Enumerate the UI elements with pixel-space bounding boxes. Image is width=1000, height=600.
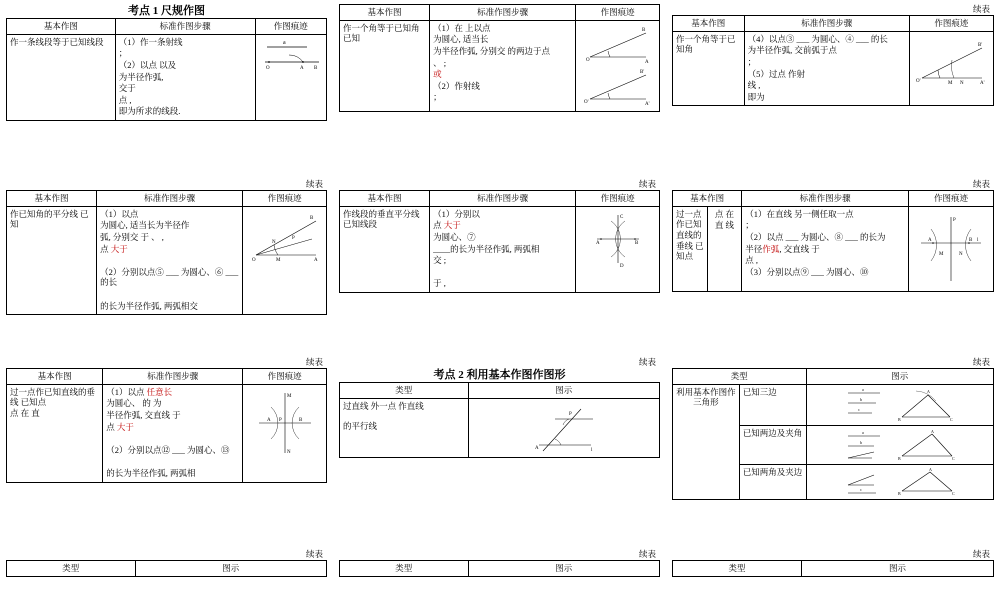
step-line: 交于 [118, 83, 136, 94]
step-line [433, 267, 572, 278]
svg-text:B: B [969, 237, 973, 243]
basic-cell [340, 206, 430, 292]
figure-cell [806, 384, 993, 425]
svg-text:O': O' [916, 78, 921, 84]
slide-4-table [6, 190, 327, 315]
step-line: 点 大于 [433, 220, 461, 231]
svg-text:a: a [861, 429, 864, 435]
table-row [673, 206, 994, 291]
slide-12 [666, 525, 1000, 600]
svg-text:B: B [897, 416, 901, 422]
svg-text:B: B [897, 455, 901, 461]
table-row [340, 20, 660, 111]
header-steps: 标准作图步骤 [115, 19, 255, 35]
steps-cell [744, 31, 909, 106]
step-line: 于 , [433, 278, 446, 289]
continued-label: 续表 [305, 549, 323, 559]
highlight-text: 大于 [110, 243, 128, 254]
header-basic: 基本作图 [7, 19, 116, 35]
steps-cell [430, 206, 576, 292]
step-line: （1）分别以 [433, 208, 480, 219]
step-line: 、 ; [433, 57, 447, 68]
svg-text:C: C [619, 214, 623, 220]
continued-label: 续表 [972, 4, 990, 14]
step-line: （1）在 上以点 [433, 22, 491, 33]
step-line: 的长为半径作弧, 两弧相交 [100, 300, 198, 311]
segment-construction-figure [259, 37, 323, 71]
step-line: 交 ; [433, 255, 447, 266]
highlight-text: 大于 [443, 220, 461, 231]
slide-9-table [672, 368, 994, 500]
svg-text:C: C [949, 416, 953, 422]
steps-cell [430, 20, 576, 111]
angle-copy-figure [582, 23, 654, 109]
trace-cell [243, 206, 327, 315]
continued-label: 续表 [638, 549, 656, 559]
svg-text:M: M [948, 80, 953, 86]
step-line: （2）以点 ___ 为圆心、⑧ ___ 的长为 [745, 231, 886, 242]
step-line: （5）过点 作射 [747, 68, 805, 79]
steps-cell [742, 206, 909, 291]
header-trace: 作图痕迹 [243, 369, 327, 385]
step-line [106, 456, 239, 467]
step-line: 为半径作弧, 交前弧于点 [747, 45, 837, 56]
svg-text:N: N [959, 251, 963, 257]
header-trace: 作图痕迹 [255, 19, 326, 35]
slide-9 [666, 353, 1000, 525]
svg-text:a: a [861, 386, 864, 392]
slide-7 [0, 353, 333, 525]
step-line [100, 255, 239, 266]
slide-11 [333, 525, 666, 600]
step-line: （2）分别以点⑫ ___ 为圆心、⑬ [106, 444, 230, 455]
steps-cell [103, 384, 243, 482]
slide-7-table [6, 368, 327, 483]
trace-cell [255, 34, 326, 120]
basic-text: 作一个角等于已知角 已知 [343, 22, 420, 44]
slide-3 [666, 0, 1000, 175]
trace-cell [576, 206, 660, 292]
header-type: 类型 [340, 383, 469, 399]
type-cell [739, 425, 806, 464]
slide-6 [666, 175, 1000, 353]
svg-text:B': B' [639, 69, 644, 75]
slide-3-table [672, 15, 994, 106]
type-cell [739, 464, 806, 499]
slide-8-title: 考点 2 利用基本作图作图形 [433, 369, 566, 381]
parallel-line-figure [529, 401, 599, 455]
type-text-2: 的平行线 [343, 421, 378, 432]
header-type: 类型 [673, 369, 807, 385]
slide-2-table [339, 4, 660, 112]
svg-text:N: N [286, 449, 291, 455]
perpendicular-bisector-figure [589, 209, 647, 269]
header-type: 类型 [340, 561, 469, 577]
basic-cell [7, 34, 116, 120]
svg-text:P: P [953, 217, 956, 223]
step-line: 弧, 分别交 于 、 , [100, 231, 164, 242]
slide-12-table [672, 560, 994, 577]
svg-text:P: P [568, 411, 572, 417]
step-line: 即为所求的线段. [118, 106, 181, 117]
svg-text:A: A [930, 428, 934, 434]
trace-cell [909, 31, 993, 106]
type-text: 已知两角及夹边 [742, 466, 803, 477]
step-line: 为圆心, 适当长为半径作 [100, 220, 190, 231]
type-cell [340, 398, 469, 457]
svg-text:A: A [928, 237, 932, 243]
svg-text:a: a [282, 39, 286, 46]
header-steps: 标准作图步骤 [103, 369, 243, 385]
table-row [673, 384, 994, 425]
svg-text:D: D [619, 263, 624, 269]
type-text: 已知三边 [742, 386, 777, 397]
left-label-text: 利用基本作图作三角形 [676, 386, 736, 408]
basic-cell [340, 20, 430, 111]
continued-label: 续表 [638, 357, 656, 367]
basic-text: 作线段的垂直平分线 已知线段 [343, 208, 420, 230]
svg-text:B: B [298, 417, 302, 423]
svg-text:A: A [299, 65, 304, 71]
step-line-highlight: 或 [433, 69, 442, 80]
header-basic: 基本作图 [7, 191, 97, 207]
step-line: （4）以点③ ___ 为圆心、④ ___ 的长 [747, 33, 888, 44]
header-steps: 标准作图步骤 [97, 191, 243, 207]
basic-cell [673, 206, 708, 291]
table-row [340, 206, 660, 292]
svg-text:N: N [960, 80, 965, 86]
highlight-text: 作弧 [762, 243, 780, 254]
svg-text:b: b [859, 396, 862, 402]
svg-text:A: A [644, 59, 649, 65]
svg-text:N: N [271, 239, 276, 245]
step-line: 点 , [745, 255, 759, 266]
step-line: （2）以点 以及 [118, 59, 177, 70]
svg-text:B': B' [978, 42, 983, 48]
step-line: （1）以点 [100, 208, 139, 219]
steps-cell [97, 206, 243, 315]
step-line: 为圆心、 的 为 [106, 398, 162, 409]
svg-text:O: O [585, 57, 590, 63]
slide-1-table [6, 18, 327, 121]
slide-10 [0, 525, 333, 600]
step-line: ； [747, 56, 757, 67]
step-line: 点 大于 [100, 243, 128, 254]
svg-text:l: l [590, 447, 593, 453]
svg-text:A: A [266, 417, 271, 423]
step-line [100, 289, 239, 300]
svg-text:A: A [534, 445, 539, 451]
step-line: 半径作弧, 交直线 于 [745, 243, 820, 254]
continued-label: 续表 [305, 357, 323, 367]
basic-text: 过一点作已知直线的垂线 已知点 [10, 386, 96, 408]
slide-8-table [339, 382, 660, 458]
header-figure: 图示 [468, 561, 659, 577]
svg-text:B: B [313, 65, 318, 71]
header-steps: 标准作图步骤 [742, 191, 909, 207]
basic-text: 过一点作已知直线的垂线 已知点 [676, 208, 704, 262]
header-steps: 标准作图步骤 [430, 191, 576, 207]
table-row [7, 34, 327, 120]
continued-label: 续表 [972, 179, 990, 189]
perpendicular-through-point-figure [915, 209, 987, 289]
basic-cell [7, 206, 97, 315]
header-figure: 图示 [806, 369, 993, 385]
step-line: 为半径作弧, [118, 71, 164, 82]
highlight-text: 大于 [116, 421, 134, 432]
header-steps: 标准作图步骤 [744, 16, 909, 32]
slide-11-table [339, 560, 660, 577]
steps-cell [115, 34, 255, 120]
continued-label: 续表 [305, 179, 323, 189]
slide-5 [333, 175, 666, 353]
svg-text:b: b [859, 439, 862, 445]
step-line: （1）在直线 另一侧任取一点 [745, 208, 854, 219]
sub-label-text: 点 在 直 线 [714, 208, 735, 230]
svg-text:A': A' [644, 101, 650, 107]
step-line: （1）以点 任意长 [106, 386, 173, 397]
svg-text:l: l [977, 237, 979, 243]
table-row [7, 384, 327, 482]
basic-text: 作已知角的平分线 已知 [10, 208, 89, 230]
type-text: 已知两边及夹角 [742, 427, 803, 438]
svg-text:A: A [313, 257, 318, 263]
sub-label-cell [707, 206, 742, 291]
highlight-text: 任意长 [146, 386, 173, 397]
sub-label-text: 点 在 直 [10, 407, 40, 418]
svg-text:P: P [291, 235, 295, 241]
header-figure: 图示 [468, 383, 659, 399]
svg-text:M: M [275, 257, 281, 263]
basic-text: 作一个角等于已知角 [676, 33, 736, 55]
step-line [106, 433, 239, 444]
header-figure: 图示 [801, 561, 993, 577]
slide-4 [0, 175, 333, 353]
svg-text:B: B [897, 490, 901, 496]
svg-text:P: P [278, 417, 282, 423]
slide-6-table [672, 190, 994, 292]
svg-text:C: C [951, 455, 955, 461]
figure-cell [468, 398, 659, 457]
header-steps: 标准作图步骤 [430, 5, 576, 21]
svg-text:c: c [859, 486, 862, 492]
slide-8 [333, 353, 666, 525]
header-basic: 基本作图 [673, 191, 742, 207]
triangle-asa-figure [840, 467, 960, 497]
step-line: （3）分别以点⑨ ___ 为圆心、⑩ [745, 266, 869, 277]
header-trace: 作图痕迹 [909, 191, 994, 207]
header-figure: 图示 [135, 561, 326, 577]
step-line: 线 , [747, 80, 761, 91]
figure-cell [806, 425, 993, 464]
svg-text:M: M [286, 393, 292, 399]
triangle-sas-figure [840, 428, 960, 462]
header-trace: 作图痕迹 [576, 5, 660, 21]
step-line: （2）作射线 [433, 80, 480, 91]
step-line: 点 , [118, 94, 132, 105]
basic-cell [7, 384, 103, 482]
svg-text:A: A [928, 466, 932, 472]
basic-text: 作一条线段等于已知线段 [10, 36, 104, 47]
step-line: ____的长为半径作弧, 两弧相 [433, 243, 540, 254]
basic-cell [673, 31, 745, 106]
svg-text:C: C [951, 490, 955, 496]
svg-text:B: B [309, 215, 313, 221]
table-row [7, 206, 327, 315]
step-line: 为圆心, 适当长 [433, 34, 489, 45]
header-trace: 作图痕迹 [243, 191, 327, 207]
table-row [340, 398, 660, 457]
svg-text:B: B [634, 240, 638, 246]
continued-label: 续表 [972, 549, 990, 559]
header-basic: 基本作图 [340, 191, 430, 207]
step-line: 点 大于 [106, 421, 134, 432]
angle-copy-result-figure [914, 34, 988, 90]
slide-1 [0, 0, 333, 175]
slide-10-table [6, 560, 327, 577]
step-line: 为圆心、⑦ [433, 231, 476, 242]
header-basic: 基本作图 [7, 369, 103, 385]
header-trace: 作图痕迹 [576, 191, 660, 207]
trace-cell [576, 20, 660, 111]
continued-label: 续表 [638, 179, 656, 189]
continued-label: 续表 [972, 357, 990, 367]
svg-text:A: A [926, 388, 930, 394]
slide-2 [333, 0, 666, 175]
slide-1-title: 考点 1 尺规作图 [128, 5, 205, 17]
svg-text:M: M [939, 251, 944, 257]
svg-text:O: O [265, 65, 270, 71]
header-trace: 作图痕迹 [909, 16, 993, 32]
step-line: （2）分别以点⑤ ___ 为圆心、⑥ ___ 的长 [100, 266, 239, 288]
step-line: ； [433, 92, 442, 103]
type-cell [739, 384, 806, 425]
header-basic: 基本作图 [340, 5, 430, 21]
step-line: 半径作弧, 交直线 于 [106, 409, 181, 420]
perpendicular-on-line-figure [253, 387, 317, 459]
figure-cell [806, 464, 993, 499]
step-line: 为半径作弧, 分别交 的两边于点 [433, 45, 550, 56]
trace-cell [243, 384, 327, 482]
svg-text:O': O' [583, 99, 589, 105]
svg-text:O: O [251, 257, 256, 263]
header-type: 类型 [673, 561, 802, 577]
type-text: 过直线 外一点 作直线 [343, 400, 424, 411]
slide-5-table [339, 190, 660, 293]
step-line: 即为 [747, 91, 765, 102]
step-line: ； [118, 48, 128, 59]
svg-text:A: A [595, 240, 600, 246]
triangle-sss-figure [840, 387, 960, 423]
header-basic: 基本作图 [673, 16, 745, 32]
step-line: ； [745, 220, 754, 231]
angle-bisector-figure [248, 209, 322, 265]
step-line: 的长为半径作弧, 两弧相 [106, 468, 196, 478]
trace-cell [909, 206, 994, 291]
table-row [673, 31, 994, 106]
svg-text:c: c [857, 406, 860, 412]
left-label-cell [673, 384, 740, 499]
svg-text:B: B [641, 27, 645, 33]
step-line: （1）作一条射线 [118, 36, 183, 47]
svg-text:A': A' [980, 80, 985, 86]
header-type: 类型 [7, 561, 136, 577]
